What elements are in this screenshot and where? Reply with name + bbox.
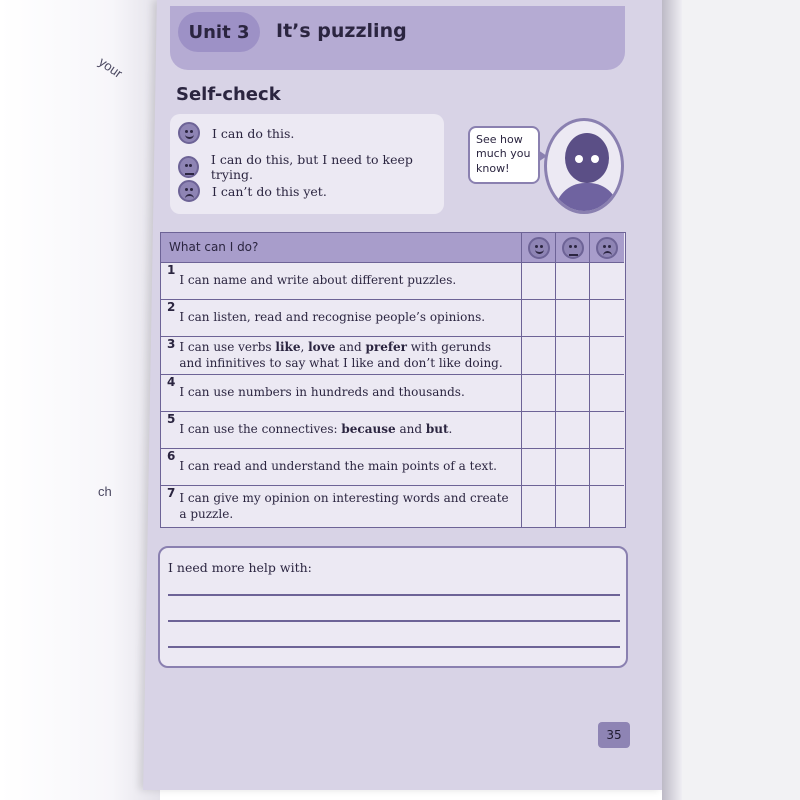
help-box [158, 546, 628, 668]
speech-bubble [468, 126, 540, 184]
row-number: 7 [167, 486, 176, 500]
tick-cell-sad[interactable] [589, 486, 624, 527]
boy-illustration [544, 118, 624, 214]
table-row [161, 263, 521, 300]
row-statement: I can read and understand the main points of a text. [179, 459, 497, 474]
tick-cell-neutral[interactable] [555, 300, 589, 337]
writing-line[interactable] [168, 594, 620, 596]
self-check-table [160, 232, 626, 528]
neutral-face-icon [178, 156, 199, 178]
row-number: 2 [167, 300, 176, 314]
writing-line[interactable] [168, 646, 620, 648]
unit-label: Unit 3 [178, 12, 260, 52]
tick-cell-happy[interactable] [521, 263, 555, 300]
table-header-sad [589, 233, 624, 263]
tick-cell-sad[interactable] [589, 449, 624, 486]
left-page-text-fragment: ch [98, 484, 112, 499]
tick-cell-sad[interactable] [589, 337, 624, 375]
section-title: Self-check [176, 84, 281, 105]
table-row [161, 375, 521, 412]
table-row [161, 449, 521, 486]
tick-cell-sad[interactable] [589, 300, 624, 337]
tick-cell-neutral[interactable] [555, 449, 589, 486]
happy-face-icon [528, 237, 550, 259]
help-label: I need more help with: [168, 560, 312, 575]
table-row [161, 412, 521, 449]
tick-cell-neutral[interactable] [555, 263, 589, 300]
neutral-face-icon [562, 237, 584, 259]
boy-head [565, 133, 609, 183]
tick-cell-neutral[interactable] [555, 375, 589, 412]
table-header-neutral [555, 233, 589, 263]
left-page-text-fragment: your [95, 54, 126, 81]
table-row [161, 486, 521, 527]
tick-cell-neutral[interactable] [555, 412, 589, 449]
key-text: I can do this. [212, 125, 295, 141]
row-statement: I can use the connectives: because and but. [179, 422, 453, 437]
self-check-key [170, 114, 444, 214]
row-number: 6 [167, 449, 176, 463]
bubble-line: See how [476, 133, 523, 146]
key-row-neutral [178, 152, 444, 182]
table-header-happy [521, 233, 555, 263]
table-row [161, 300, 521, 337]
tick-cell-happy[interactable] [521, 486, 555, 527]
background-surface [682, 0, 800, 800]
sad-face-icon [596, 237, 618, 259]
row-statement: I can give my opinion on interesting words and create a puzzle. [179, 490, 509, 521]
tick-cell-happy[interactable] [521, 337, 555, 375]
left-facing-page [0, 0, 160, 800]
page-number: 35 [598, 722, 630, 748]
happy-face-icon [178, 122, 200, 144]
writing-line[interactable] [168, 620, 620, 622]
bubble-line: know! [476, 161, 510, 175]
tick-cell-happy[interactable] [521, 449, 555, 486]
key-row-happy [178, 122, 294, 144]
tick-cell-sad[interactable] [589, 375, 624, 412]
row-statement: I can listen, read and recognise people’s opinions. [179, 310, 486, 325]
boy-body [555, 183, 619, 214]
table-row [161, 337, 521, 375]
table-header: What can I do? [161, 233, 521, 263]
tick-cell-sad[interactable] [589, 263, 624, 300]
row-number: 1 [167, 263, 176, 277]
sad-face-icon [178, 180, 200, 202]
tick-cell-happy[interactable] [521, 300, 555, 337]
tick-cell-happy[interactable] [521, 412, 555, 449]
row-statement: I can name and write about different puzzles. [179, 273, 457, 288]
unit-title: It’s puzzling [276, 20, 407, 42]
row-statement: I can use numbers in hundreds and thousands. [179, 385, 465, 400]
page-edge [662, 0, 682, 800]
key-text: I can do this, but I need to keep trying. [210, 152, 413, 182]
key-text: I can’t do this yet. [212, 183, 327, 199]
row-number: 4 [167, 375, 176, 389]
bubble-line: much you [476, 147, 531, 161]
tick-cell-neutral[interactable] [555, 486, 589, 527]
row-number: 5 [167, 412, 176, 426]
tick-cell-sad[interactable] [589, 412, 624, 449]
tick-cell-happy[interactable] [521, 375, 555, 412]
tick-cell-neutral[interactable] [555, 337, 589, 375]
row-number: 3 [167, 337, 176, 351]
row-statement: I can use verbs like, love and prefer with gerunds and infinitives to say what I like and don’t like doing. [179, 339, 503, 370]
key-row-sad [178, 180, 327, 202]
